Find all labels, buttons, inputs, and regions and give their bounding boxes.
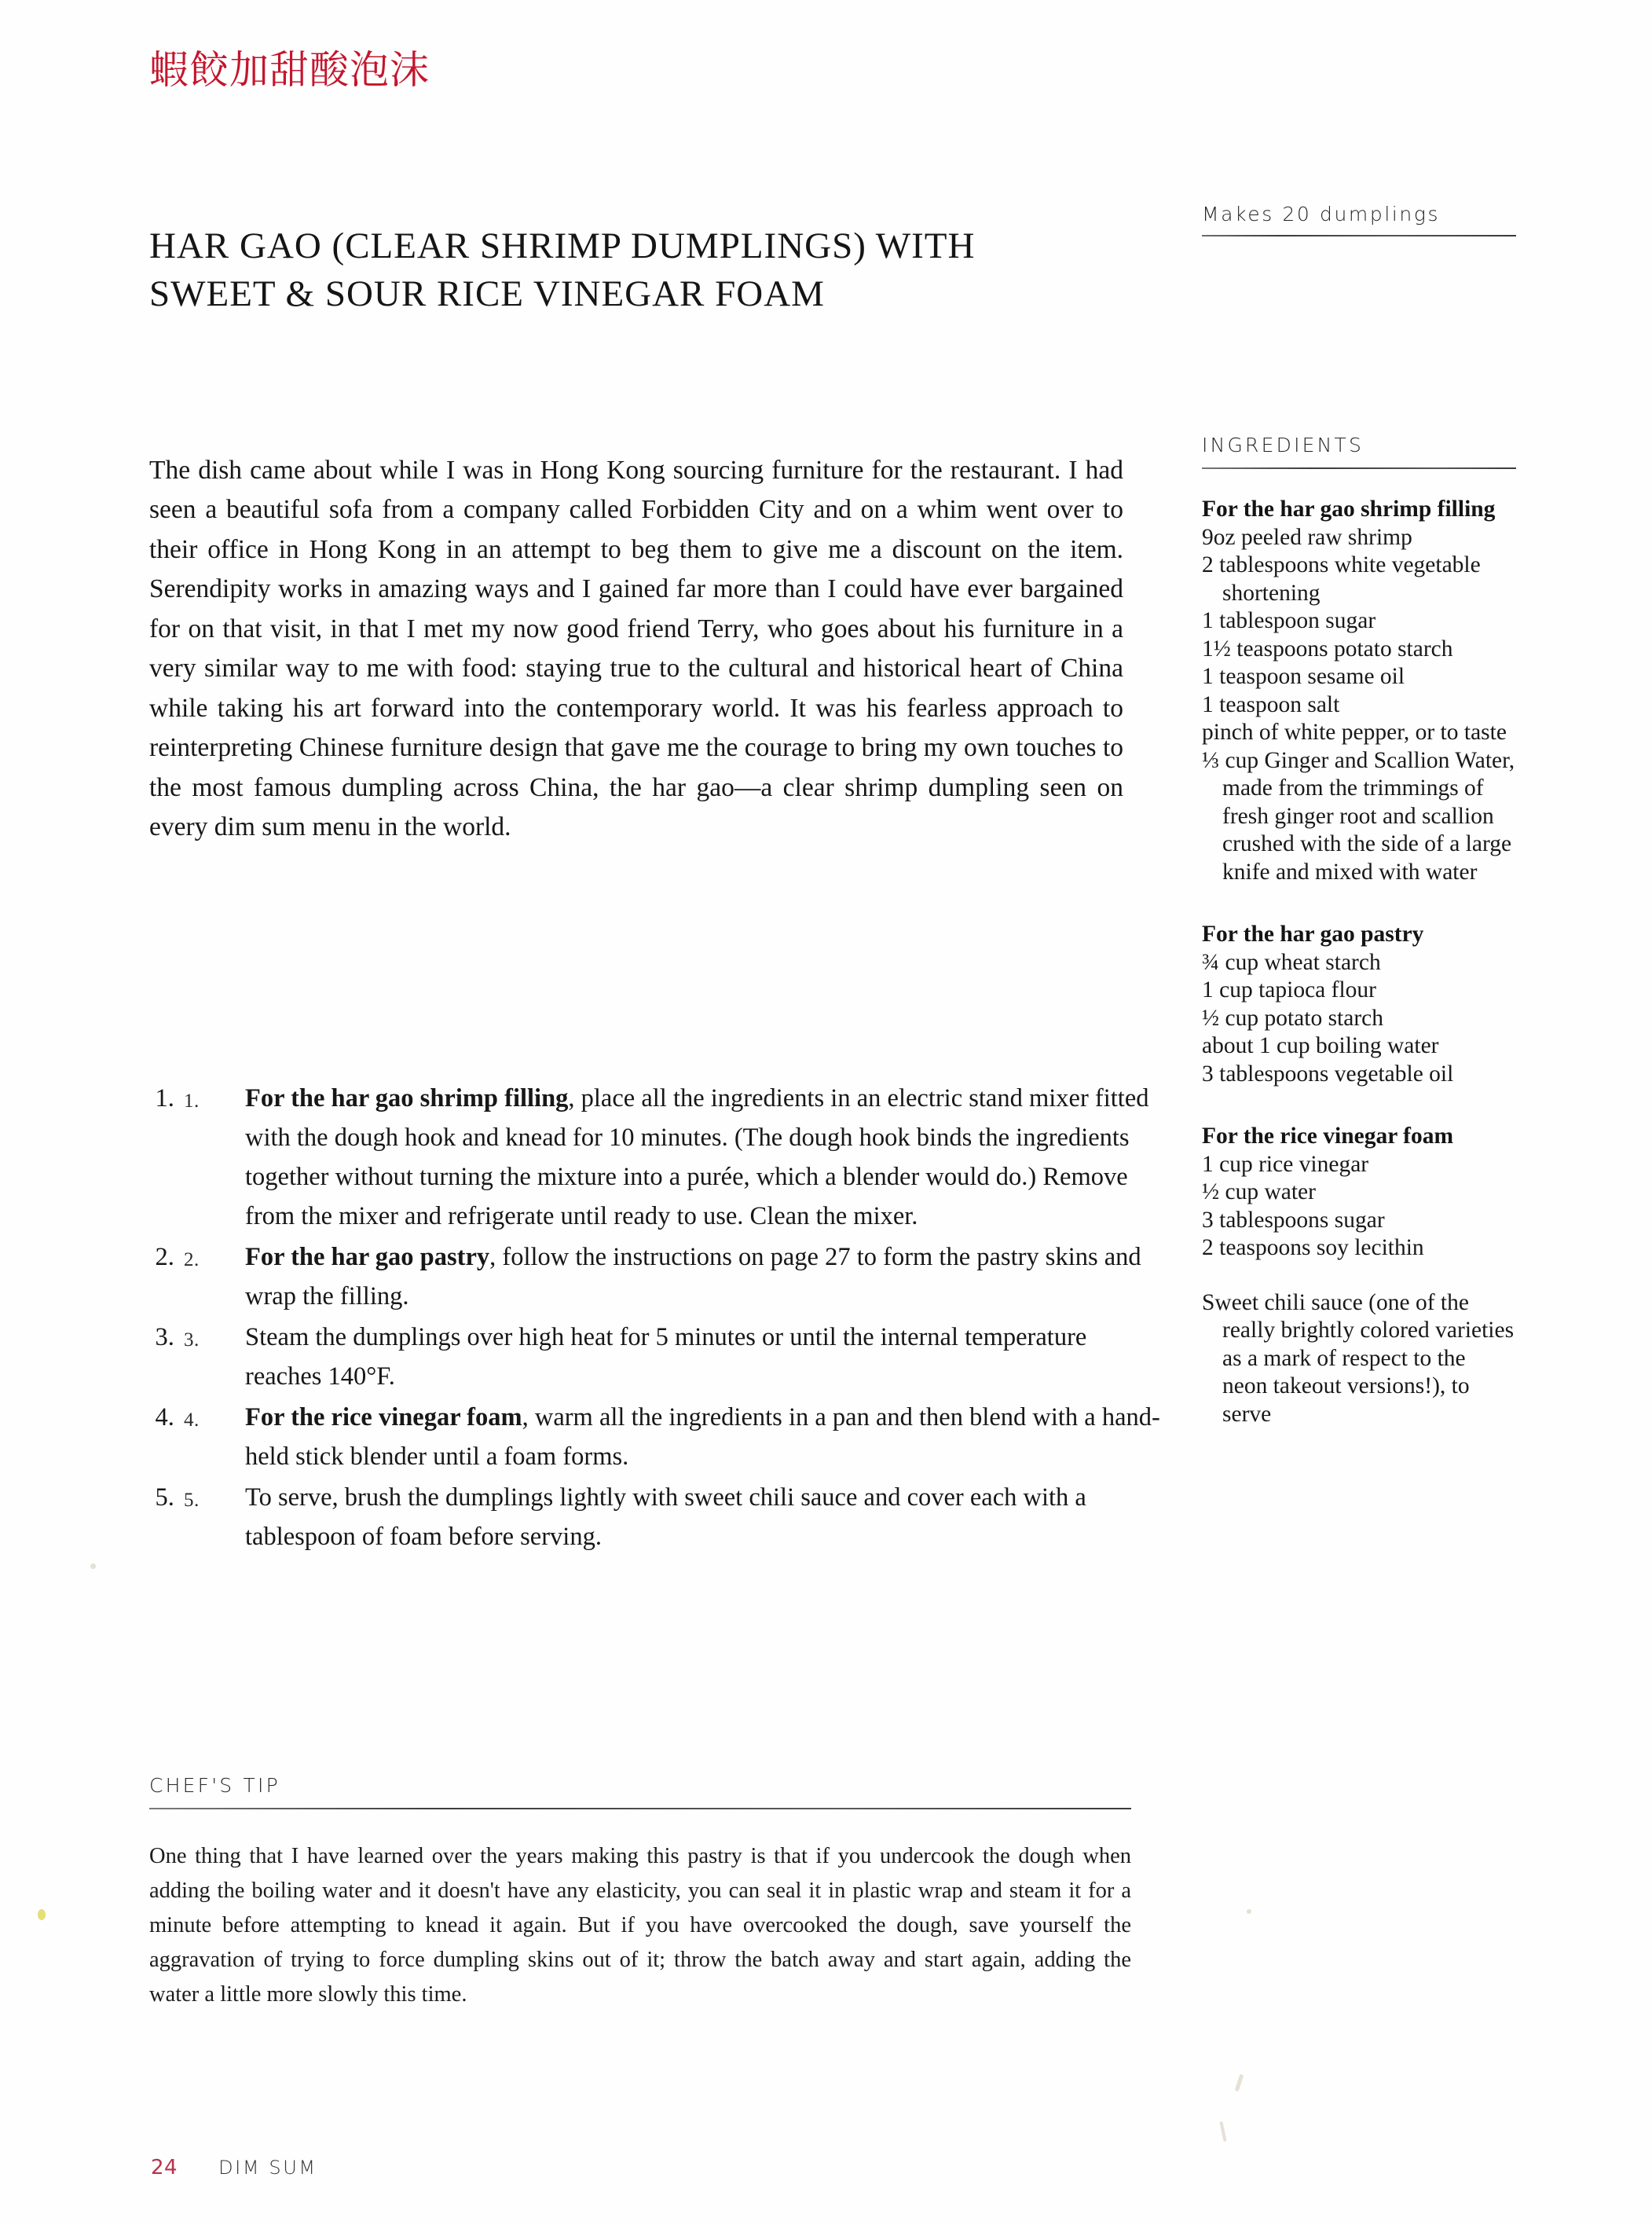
chefs-tip-block: [149, 1774, 1131, 2035]
recipe-title-line-2: SWEET & SOUR RICE VINEGAR FOAM: [149, 273, 825, 314]
instruction-step: [181, 1237, 1163, 1316]
instruction-step: [181, 1398, 1163, 1476]
ingredient-group: [1202, 1123, 1516, 1263]
ingredient-item: 3 tablespoons vegetable oil: [1202, 1061, 1454, 1087]
ingredient-item: 2 tablespoons white vegetable shortening: [1202, 552, 1481, 606]
book-title: DIM SUM: [218, 2157, 317, 2179]
ingredients-rule: [1202, 467, 1516, 469]
scan-speck: [38, 1909, 46, 1920]
step-number: 5. 5.: [184, 1489, 200, 1511]
step-text: [245, 1478, 1163, 1556]
page-number: 24: [151, 2156, 178, 2179]
step-text: [245, 1079, 1163, 1236]
ingredient-item: 1 tablespoon sugar: [1202, 608, 1376, 633]
ingredient-item: 1½ teaspoons potato starch: [1202, 636, 1453, 662]
page-title: [149, 222, 1115, 317]
ingredient-extra-item: Sweet chili sauce (one of the really brightly colored varieties as a mark of respect to the neon takeout versions!), to serve: [1202, 1289, 1515, 1427]
ingredient-item: 1 cup rice vinegar: [1202, 1151, 1369, 1177]
ingredient-group-title: For the har gao pastry: [1202, 922, 1424, 947]
step-number: 4. 4.: [184, 1409, 200, 1431]
scan-speck: [1219, 2121, 1226, 2142]
step-number: 3. 3.: [184, 1329, 200, 1351]
ingredient-item: 1 teaspoon sesame oil: [1202, 664, 1405, 689]
ingredient-item: 3 tablespoons sugar: [1202, 1207, 1385, 1233]
instruction-step: [181, 1079, 1163, 1236]
ingredient-item: 2 teaspoons soy lecithin: [1202, 1235, 1424, 1260]
chefs-tip-rule: [149, 1808, 1131, 1809]
ingredient-group: [1202, 921, 1516, 1088]
scan-speck: [1235, 2074, 1244, 2091]
scan-speck: [1247, 1909, 1251, 1914]
step-lead-phrase: For the har gao shrimp filling: [245, 1083, 569, 1112]
step-rest-text: Steam the dumplings over high heat for 5 minutes or until the internal temperature reaches 140°F.: [245, 1322, 1087, 1391]
recipe-title-line-1: HAR GAO (CLEAR SHRIMP DUMPLINGS) WITH: [149, 225, 976, 267]
ingredient-item: 1 teaspoon salt: [1202, 691, 1340, 717]
step-text: [245, 1318, 1163, 1396]
step-text: [245, 1398, 1163, 1476]
instruction-step: [181, 1318, 1163, 1396]
chefs-tip-heading: CHEF'S TIP: [149, 1774, 280, 1797]
ingredients-heading: INGREDIENTS: [1202, 434, 1364, 456]
step-rest-text: To serve, brush the dumplings lightly with sweet chili sauce and cover each with a tablespoon of foam before serving.: [245, 1483, 1086, 1551]
ingredient-item: 9oz peeled raw shrimp: [1202, 524, 1412, 550]
ingredient-item: pinch of white pepper, or to taste: [1202, 720, 1507, 745]
step-lead-phrase: For the rice vinegar foam: [245, 1402, 522, 1431]
chinese-recipe-title: 蝦餃加甜酸泡沫: [149, 47, 430, 93]
ingredient-item: about 1 cup boiling water: [1202, 1033, 1439, 1058]
ingredient-group: [1202, 496, 1516, 886]
chefs-tip-body: One thing that I have learned over the years making this pastry is that if you undercook the dough when adding the boiling water and it doesn't have any elasticity, you can seal it in plastic wrap and steam it for a minute before attempting to knead it again. But if you have overcooked the dough, save yourself the aggravation of trying to force dumpling skins out of it; throw the batch away and start again, adding the water a little more slowly this time.: [149, 1844, 1131, 2007]
step-lead-phrase: For the har gao pastry: [245, 1242, 490, 1271]
instruction-list: [149, 1079, 1163, 1558]
step-rest-text: , warm all the ingredients in a pan and then blend with a hand-held stick blender until a foam forms.: [245, 1402, 1160, 1471]
scan-speck: [90, 1563, 96, 1569]
yield-rule: [1202, 235, 1516, 236]
page-footer: [151, 2156, 317, 2179]
ingredient-item: 1 cup tapioca flour: [1202, 977, 1376, 1003]
ingredients-column: [1202, 434, 1516, 1428]
intro-paragraph: The dish came about while I was in Hong Kong sourcing furniture for the restaurant. I had seen a beautiful sofa from a company called Forbidden City and on a whim went over to their office in Hong Kong in an attempt to beg them to give me a discount on the item. Serendipity works in amazing ways and I gained far more than I could have ever bargained for on that visit, in that I met my now good friend Terry, who goes about his furniture in a very similar way to me with food: staying true to the cultural and historical heart of China while taking his art forward into the contemporary world. It was his fearless approach to reinterpreting Chinese furniture design that gave me the courage to bring my own touches to the most famous dumpling across China, the har gao—a clear shrimp dumpling seen on every dim sum menu in the world.: [149, 455, 1123, 841]
yield-block: [1202, 203, 1516, 236]
step-text: [245, 1237, 1163, 1316]
ingredient-item: ½ cup potato starch: [1202, 1005, 1384, 1031]
ingredients-extra-group: [1202, 1289, 1516, 1429]
ingredient-item: ¾ cup wheat starch: [1202, 949, 1381, 975]
step-rest-text: , place all the ingredients in an electric stand mixer fitted with the dough hook and knead for 10 minutes. (The dough hook binds the ingredients together without turning the mixture into a purée, which a blender would do.) Remove from the mixer and refrigerate until ready to use. Clean the mixer.: [245, 1083, 1149, 1230]
ingredients-groups: [1202, 496, 1516, 1263]
ingredient-group-title: For the rice vinegar foam: [1202, 1123, 1454, 1149]
step-rest-text: , follow the instructions on page 27 to form the pastry skins and wrap the filling.: [245, 1242, 1141, 1310]
ingredient-item: ½ cup water: [1202, 1179, 1316, 1204]
step-number: 2. 2.: [184, 1248, 200, 1270]
instruction-step: [181, 1478, 1163, 1556]
ingredient-item: ⅓ cup Ginger and Scallion Water, made from the trimmings of fresh ginger root and scallion crushed with the side of a large knife and mixed with water: [1202, 747, 1515, 885]
ingredient-group-title: For the har gao shrimp filling: [1202, 497, 1496, 522]
step-number: 1. 1.: [184, 1090, 200, 1112]
yield-label: Makes 20 dumplings: [1202, 203, 1441, 225]
